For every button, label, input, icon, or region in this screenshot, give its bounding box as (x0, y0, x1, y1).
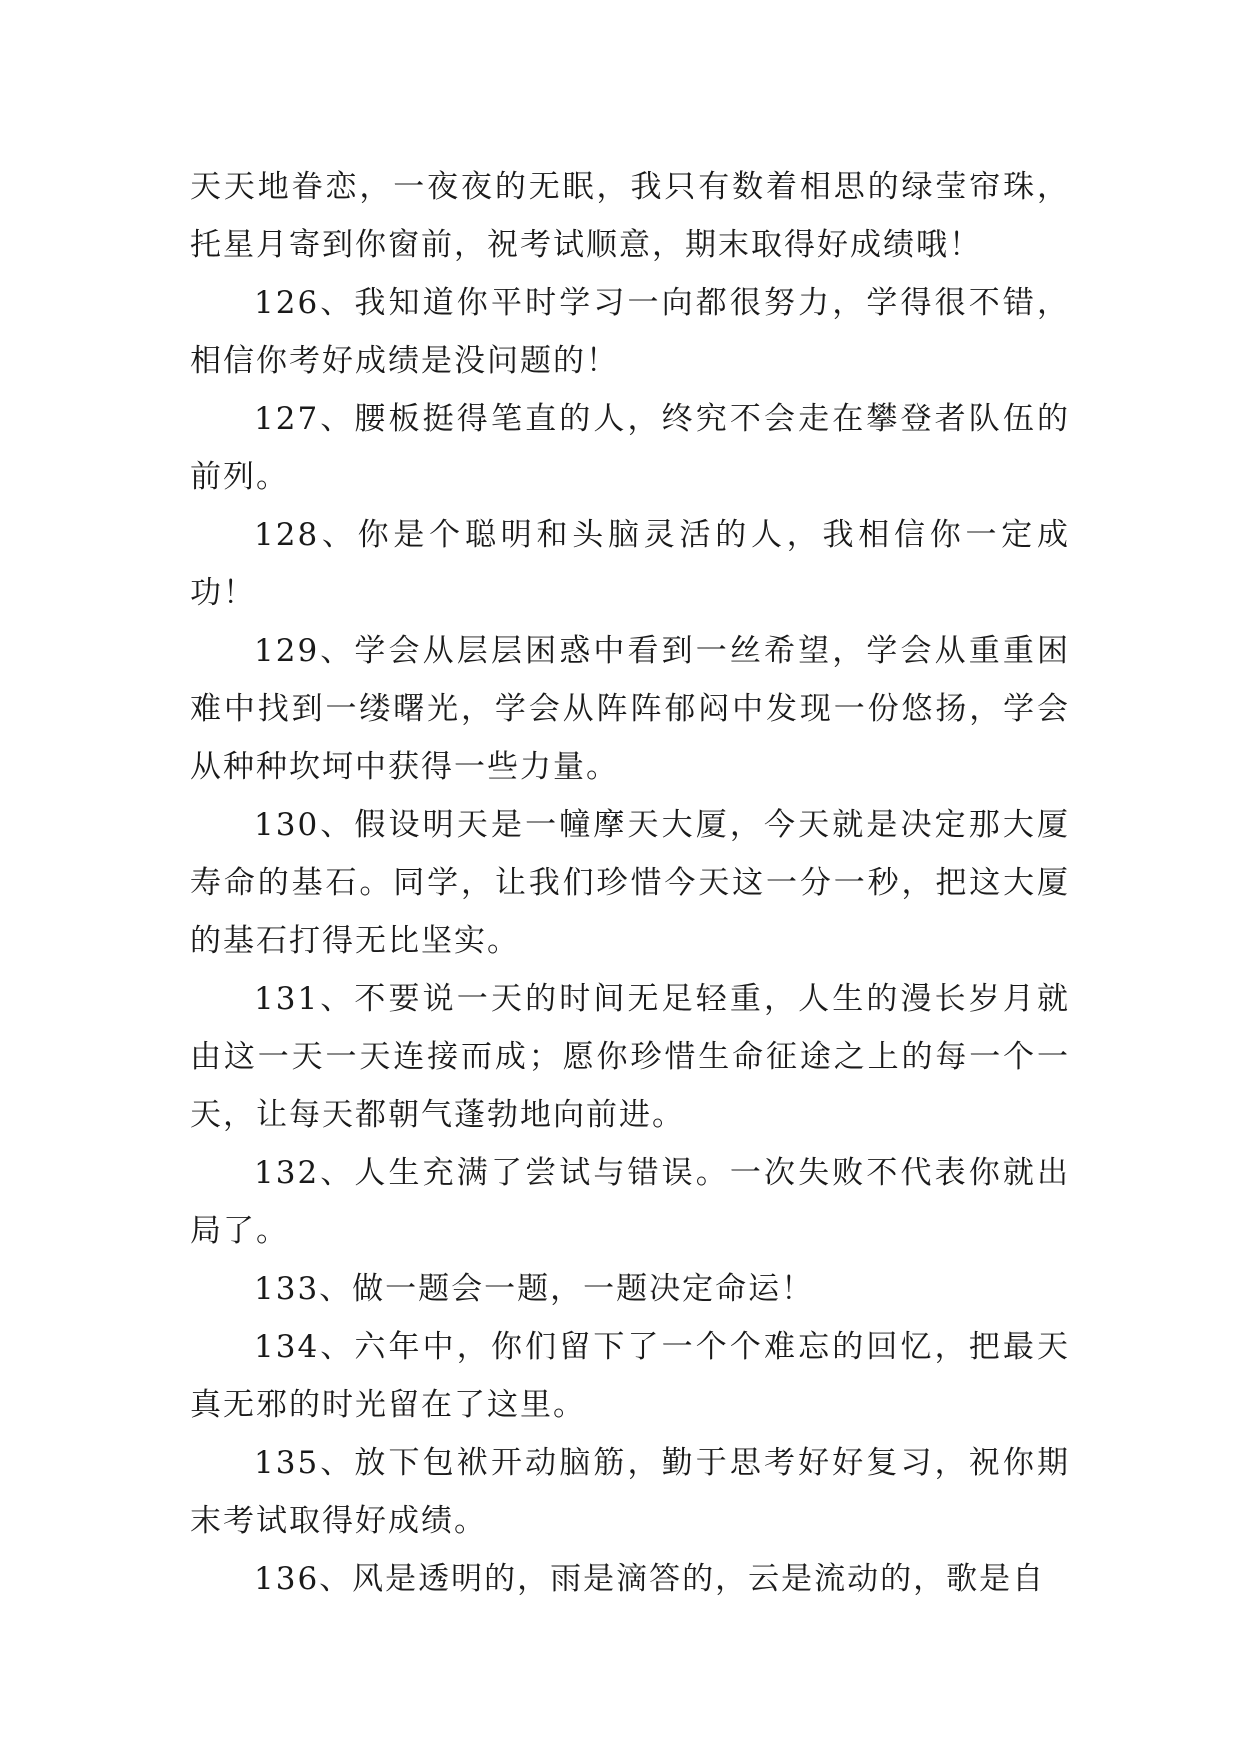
paragraph-continued: 天天地眷恋，一夜夜的无眠，我只有数着相思的绿莹帘珠，托星月寄到你窗前，祝考试顺意，期末取得好成绩哦！ (190, 169, 1070, 263)
paragraph-130: 130、假设明天是一幢摩天大厦，今天就是决定那大厦寿命的基石。同学，让我们珍惜今天这一分一秒，把这大厦的基石打得无比坚实。 (190, 807, 1070, 959)
paragraph-134: 134、六年中，你们留下了一个个难忘的回忆，把最天真无邪的时光留在了这里。 (190, 1329, 1070, 1423)
paragraph-132: 132、人生充满了尝试与错误。一次失败不代表你就出局了。 (190, 1155, 1070, 1249)
paragraph-126: 126、我知道你平时学习一向都很努力，学得很不错，相信你考好成绩是没问题的！ (190, 285, 1070, 379)
paragraph-136: 136、风是透明的，雨是滴答的，云是流动的，歌是自 (254, 1561, 1046, 1597)
paragraph-127: 127、腰板挺得笔直的人，终究不会走在攀登者队伍的前列。 (190, 401, 1070, 495)
paragraph-133: 133、做一题会一题，一题决定命运！ (254, 1271, 815, 1307)
document-body (190, 158, 1070, 1608)
paragraph-128: 128、你是个聪明和头脑灵活的人，我相信你一定成功！ (190, 517, 1070, 611)
paragraph-131: 131、不要说一天的时间无足轻重，人生的漫长岁月就由这一天一天连接而成；愿你珍惜生命征途之上的每一个一天，让每天都朝气蓬勃地向前进。 (190, 981, 1070, 1133)
paragraph-135: 135、放下包袱开动脑筋，勤于思考好好复习，祝你期末考试取得好成绩。 (190, 1445, 1070, 1539)
paragraph-129: 129、学会从层层困惑中看到一丝希望，学会从重重困难中找到一缕曙光，学会从阵阵郁闷中发现一份悠扬，学会从种种坎坷中获得一些力量。 (190, 633, 1070, 785)
